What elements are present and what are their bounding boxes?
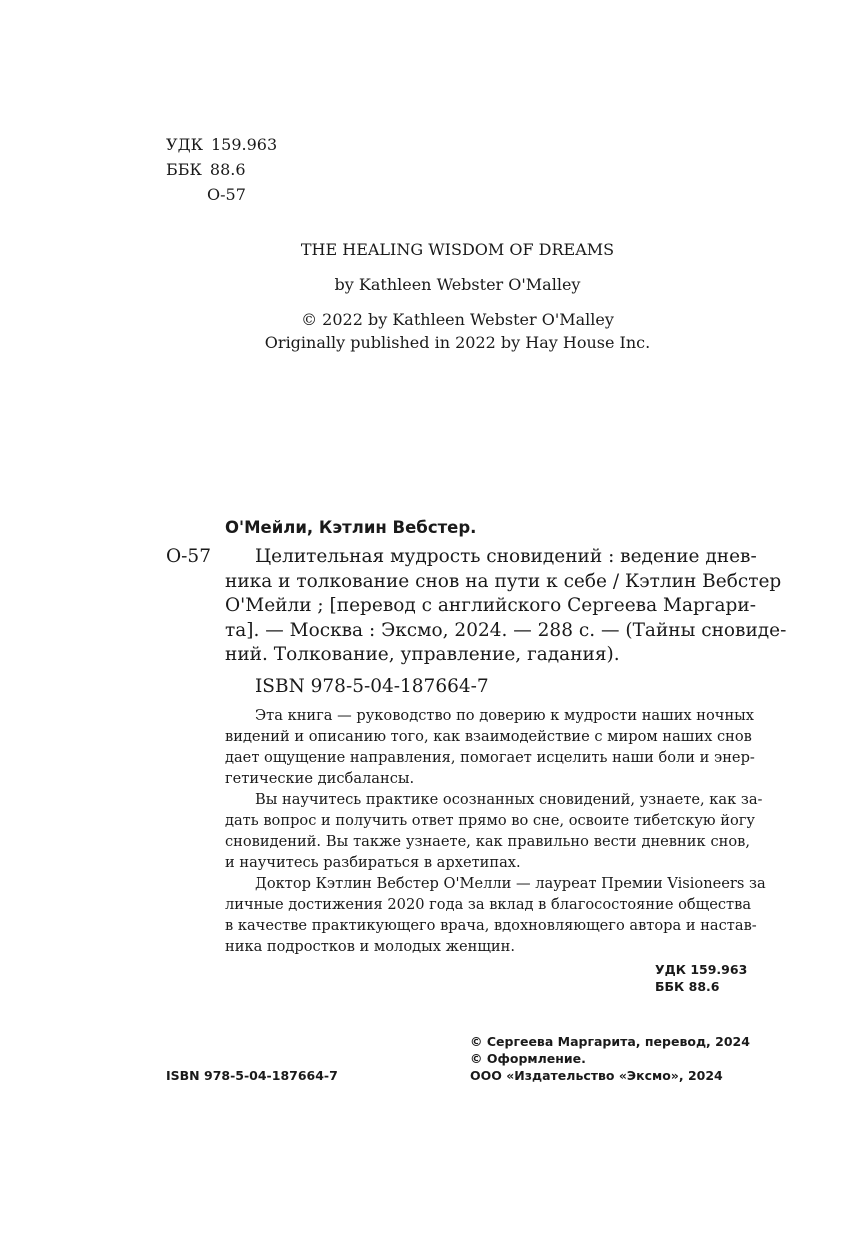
description-line: Вы научитесь практике осознанных сновидений, узнаете, как за- (255, 791, 763, 808)
catalog-line: та]. — Москва : Эксмо, 2024. — 288 с. — (Тайны сновиде- (225, 619, 787, 641)
description-line: Доктор Кэтлин Вебстер О'Мелли — лауреат Премии Visioneers за (255, 875, 766, 892)
original-copyright: © 2022 by Kathleen Webster O'Malley (301, 310, 614, 329)
footer-copyright-translation: © Сергеева Маргарита, перевод, 2024 (470, 1034, 750, 1049)
description-line: гетические дисбалансы. (225, 770, 415, 787)
udk-line (166, 132, 277, 157)
footer-udk: УДК 159.963 (655, 962, 748, 977)
description-line: личные достижения 2020 года за вклад в благосостояние общества (225, 896, 752, 913)
footer-isbn: ISBN 978-5-04-187664-7 (166, 1068, 338, 1083)
catalog-mark: О-57 (166, 546, 211, 567)
description-line: и научитесь разбираться в архетипах. (225, 854, 521, 871)
bbk-label: ББК (166, 160, 202, 179)
footer-copyright-design: © Оформление. (470, 1051, 586, 1066)
author-mark: О-57 (207, 185, 246, 204)
catalog-entry (225, 545, 787, 668)
catalog-author: О'Мейли, Кэтлин Вебстер. (225, 518, 477, 537)
description-line: дает ощущение направления, помогает исцелить наши боли и энер- (225, 749, 755, 766)
catalog-line: О'Мейли ; [перевод с английского Сергеева Маргари- (225, 595, 756, 616)
description-line: Эта книга — руководство по доверию к мудрости наших ночных (255, 707, 755, 724)
description-line: дать вопрос и получить ответ прямо во сне, освоите тибетскую йогу (225, 812, 756, 829)
catalog-line: ний. Толкование, управление, гадания). (225, 644, 620, 665)
description-line: в качестве практикующего врача, вдохновляющего автора и настав- (225, 917, 757, 934)
bbk-line (166, 157, 246, 182)
catalog-isbn: ISBN 978-5-04-187664-7 (255, 676, 489, 697)
original-title: THE HEALING WISDOM OF DREAMS (300, 240, 615, 259)
description-line: сновидений. Вы также узнаете, как правильно вести дневник снов, (225, 833, 750, 850)
udk-value: 159.963 (210, 135, 278, 154)
description-line: ника подростков и молодых женщин. (225, 938, 516, 955)
original-byline: by Kathleen Webster O'Malley (334, 275, 581, 294)
description-line: видений и описанию того, как взаимодействие с миром наших снов (225, 728, 752, 745)
original-published: Originally published in 2022 by Hay House Inc. (264, 333, 651, 352)
footer-publisher: ООО «Издательство «Эксмо», 2024 (470, 1068, 723, 1083)
catalog-line: ника и толкование снов на пути к себе / Кэтлин Вебстер (225, 570, 782, 592)
description (225, 705, 766, 957)
footer-bbk: ББК 88.6 (655, 979, 720, 994)
bbk-value: 88.6 (209, 160, 246, 179)
catalog-line: Целительная мудрость сновидений : ведение днев- (255, 546, 757, 567)
udk-label: УДК (166, 135, 203, 154)
